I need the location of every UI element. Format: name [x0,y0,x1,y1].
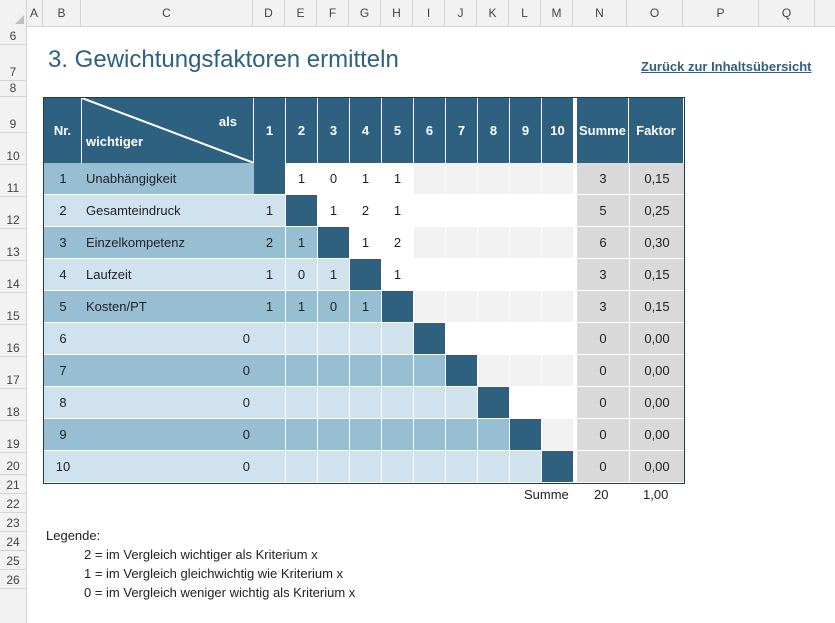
matrix-cell[interactable] [382,291,414,323]
header-criterion-9[interactable]: 9 [510,98,542,163]
row-header-19[interactable]: 19 [0,421,26,453]
row-nr[interactable]: 6 [44,323,82,355]
row-faktor[interactable]: 0,00 [629,323,684,355]
row-name[interactable]: Kosten/PT [82,291,254,323]
matrix-cell[interactable] [254,387,286,419]
row-header-26[interactable]: 26 [0,570,26,589]
row-header-10[interactable]: 10 [0,133,26,165]
row-header-13[interactable]: 13 [0,229,26,261]
header-criterion-6[interactable]: 6 [414,98,446,163]
row-header-9[interactable]: 9 [0,97,26,133]
matrix-cell[interactable]: 1 [254,291,286,323]
row-nr[interactable]: 9 [44,419,82,451]
header-criterion-7[interactable]: 7 [446,98,478,163]
header-summe[interactable]: Summe [574,98,629,163]
column-header-j[interactable]: J [445,0,477,26]
matrix-cell[interactable]: 0 [286,259,318,291]
column-header-c[interactable]: C [81,0,253,26]
header-nr[interactable]: Nr. [44,98,82,163]
header-criterion-2[interactable]: 2 [286,98,318,163]
row-name[interactable]: Laufzeit [82,259,254,291]
matrix-cell[interactable] [510,259,542,291]
matrix-cell[interactable] [510,227,542,259]
matrix-cell[interactable] [510,419,542,451]
row-name[interactable]: 0 [82,323,254,355]
matrix-cell[interactable] [542,195,574,227]
matrix-cell[interactable] [542,259,574,291]
matrix-cell[interactable] [286,451,318,483]
matrix-cell[interactable]: 1 [254,259,286,291]
matrix-cell[interactable] [414,451,446,483]
matrix-cell[interactable] [414,291,446,323]
matrix-cell[interactable] [510,355,542,387]
matrix-cell[interactable] [414,195,446,227]
row-header-8[interactable]: 8 [0,81,26,97]
matrix-cell[interactable] [286,323,318,355]
matrix-cell[interactable] [542,355,574,387]
matrix-cell[interactable]: 1 [254,195,286,227]
row-faktor[interactable]: 0,15 [629,291,684,323]
header-criterion-10[interactable]: 10 [542,98,574,163]
row-header-7[interactable]: 7 [0,45,26,81]
header-criterion-3[interactable]: 3 [318,98,350,163]
column-header-p[interactable]: P [683,0,759,26]
total-faktor: 1,00 [643,487,669,502]
row-summe[interactable]: 0 [574,323,629,355]
row-summe[interactable]: 0 [574,419,629,451]
matrix-cell[interactable]: 1 [286,291,318,323]
weighting-matrix [43,97,685,484]
header-criterion-5[interactable]: 5 [382,98,414,163]
matrix-cell[interactable] [318,387,350,419]
matrix-cell[interactable]: 1 [382,195,414,227]
row-header-6[interactable]: 6 [0,26,26,45]
column-header-n[interactable]: N [573,0,627,26]
row-nr[interactable]: 8 [44,387,82,419]
column-header-k[interactable]: K [477,0,509,26]
matrix-cell[interactable] [286,419,318,451]
row-summe[interactable]: 0 [574,355,629,387]
matrix-cell[interactable] [350,387,382,419]
matrix-cell[interactable] [478,323,510,355]
matrix-cell[interactable]: 1 [318,259,350,291]
row-nr[interactable]: 4 [44,259,82,291]
back-to-toc-link[interactable]: Zurück zur Inhaltsübersicht [641,59,812,74]
matrix-cell[interactable] [254,323,286,355]
row-summe[interactable]: 3 [574,259,629,291]
column-header-f[interactable]: F [317,0,349,26]
row-header-15[interactable]: 15 [0,293,26,325]
matrix-cell[interactable] [414,323,446,355]
header-criterion-1[interactable]: 1 [254,98,286,163]
column-header-i[interactable]: I [413,0,445,26]
matrix-cell[interactable]: 1 [350,291,382,323]
matrix-cell[interactable] [446,323,478,355]
row-header-14[interactable]: 14 [0,261,26,293]
matrix-cell[interactable]: 0 [318,291,350,323]
row-faktor[interactable]: 0,25 [629,195,684,227]
row-faktor[interactable]: 0,30 [629,227,684,259]
matrix-cell[interactable] [446,195,478,227]
row-nr[interactable]: 10 [44,451,82,483]
total-label: Summe [524,487,569,502]
matrix-cell[interactable] [286,355,318,387]
matrix-cell[interactable] [446,419,478,451]
legend-item: 2 = im Vergleich wichtiger als Kriterium x [84,547,318,562]
matrix-cell[interactable] [510,323,542,355]
matrix-cell[interactable] [510,195,542,227]
row-summe[interactable]: 0 [574,451,629,483]
matrix-cell[interactable]: 1 [350,163,382,195]
row-header-22[interactable]: 22 [0,494,26,513]
row-header-16[interactable]: 16 [0,325,26,357]
row-header-17[interactable]: 17 [0,357,26,389]
matrix-cell[interactable] [414,419,446,451]
matrix-cell[interactable] [542,451,574,483]
column-header-b[interactable]: B [43,0,81,26]
matrix-cell[interactable] [254,355,286,387]
row-header-25[interactable]: 25 [0,551,26,570]
matrix-cell[interactable] [286,195,318,227]
matrix-cell[interactable] [382,323,414,355]
row-faktor[interactable]: 0,00 [629,355,684,387]
row-summe[interactable]: 3 [574,163,629,195]
matrix-cell[interactable]: 1 [382,259,414,291]
row-faktor[interactable]: 0,15 [629,163,684,195]
column-header-q[interactable]: Q [759,0,815,26]
column-header-a[interactable]: A [26,0,43,26]
matrix-cell[interactable] [350,451,382,483]
matrix-cell[interactable] [446,259,478,291]
matrix-cell[interactable] [414,227,446,259]
matrix-cell[interactable] [414,387,446,419]
row-faktor[interactable]: 0,00 [629,419,684,451]
matrix-cell[interactable] [478,355,510,387]
column-header-d[interactable]: D [253,0,285,26]
row-summe[interactable]: 5 [574,195,629,227]
column-header-m[interactable]: M [541,0,573,26]
row-name[interactable]: Unabhängigkeit [82,163,254,195]
row-nr[interactable]: 1 [44,163,82,195]
matrix-cell[interactable] [254,451,286,483]
matrix-cell[interactable]: 2 [350,195,382,227]
row-nr[interactable]: 5 [44,291,82,323]
column-header-e[interactable]: E [285,0,317,26]
matrix-cell[interactable] [382,419,414,451]
row-summe[interactable]: 6 [574,227,629,259]
row-name[interactable]: Gesamteindruck [82,195,254,227]
matrix-cell[interactable] [286,387,318,419]
matrix-cell[interactable] [382,355,414,387]
row-nr[interactable]: 3 [44,227,82,259]
matrix-cell[interactable] [478,195,510,227]
row-header-23[interactable]: 23 [0,513,26,532]
matrix-cell[interactable] [414,259,446,291]
matrix-cell[interactable] [414,163,446,195]
row-header-20[interactable]: 20 [0,453,26,475]
matrix-cell[interactable] [318,355,350,387]
matrix-cell[interactable] [542,419,574,451]
matrix-cell[interactable] [318,451,350,483]
row-header-11[interactable]: 11 [0,165,26,197]
row-name[interactable]: 0 [82,451,254,483]
matrix-cell[interactable]: 2 [254,227,286,259]
matrix-cell[interactable] [478,259,510,291]
matrix-cell[interactable] [446,163,478,195]
row-nr[interactable]: 2 [44,195,82,227]
matrix-cell[interactable] [542,323,574,355]
matrix-cell[interactable] [542,227,574,259]
matrix-cell[interactable] [478,419,510,451]
matrix-cell[interactable] [350,323,382,355]
row-header-18[interactable]: 18 [0,389,26,421]
legend-item: 0 = im Vergleich weniger wichtig als Kriterium x [84,585,356,600]
matrix-cell[interactable] [446,451,478,483]
column-header-h[interactable]: H [381,0,413,26]
select-all-corner[interactable] [0,0,27,26]
matrix-cell[interactable] [446,227,478,259]
matrix-cell[interactable]: 1 [318,195,350,227]
matrix-cell[interactable] [254,419,286,451]
column-header-o[interactable]: O [627,0,683,26]
matrix-cell[interactable] [542,291,574,323]
header-criterion-4[interactable]: 4 [350,98,382,163]
matrix-cell[interactable] [350,355,382,387]
matrix-cell[interactable] [382,451,414,483]
matrix-cell[interactable] [478,387,510,419]
matrix-cell[interactable] [510,451,542,483]
row-header-21[interactable]: 21 [0,475,26,494]
row-name[interactable]: Einzelkompetenz [82,227,254,259]
row-faktor[interactable]: 0,00 [629,387,684,419]
matrix-cell[interactable]: 1 [286,163,318,195]
row-faktor[interactable]: 0,00 [629,451,684,483]
matrix-cell[interactable] [478,291,510,323]
row-faktor[interactable]: 0,15 [629,259,684,291]
diagonal-line [82,98,254,163]
page-title: 3. Gewichtungsfaktoren ermitteln [48,46,399,73]
header-faktor[interactable]: Faktor [629,98,684,163]
column-header-g[interactable]: G [349,0,381,26]
matrix-cell[interactable] [446,291,478,323]
row-name[interactable]: 0 [82,419,254,451]
matrix-cell[interactable] [254,163,286,195]
matrix-cell[interactable] [478,163,510,195]
matrix-cell[interactable] [478,451,510,483]
matrix-cell[interactable] [350,419,382,451]
legend-title: Legende: [46,528,101,543]
header-diag-top: als [218,114,237,129]
matrix-cell[interactable] [510,387,542,419]
legend-item: 1 = im Vergleich gleichwichtig wie Kriterium x [84,566,344,581]
row-name[interactable]: 0 [82,355,254,387]
matrix-cell[interactable] [542,387,574,419]
row-name[interactable]: 0 [82,387,254,419]
matrix-cell[interactable] [318,323,350,355]
matrix-cell[interactable] [446,355,478,387]
matrix-cell[interactable]: 2 [382,227,414,259]
matrix-cell[interactable]: 1 [286,227,318,259]
matrix-cell[interactable] [510,291,542,323]
row-summe[interactable]: 3 [574,291,629,323]
matrix-cell[interactable] [414,355,446,387]
matrix-cell[interactable] [446,387,478,419]
row-header-24[interactable]: 24 [0,532,26,551]
matrix-cell[interactable] [318,419,350,451]
header-diag-bottom: wichtiger [86,134,144,149]
matrix-cell[interactable]: 1 [382,163,414,195]
row-summe[interactable]: 0 [574,387,629,419]
matrix-cell[interactable] [350,259,382,291]
matrix-cell[interactable]: 0 [318,163,350,195]
matrix-cell[interactable]: 1 [350,227,382,259]
matrix-cell[interactable] [478,227,510,259]
matrix-cell[interactable] [318,227,350,259]
column-header-l[interactable]: L [509,0,541,26]
total-summe: 20 [594,487,609,502]
header-diagonal[interactable] [82,98,254,163]
matrix-cell[interactable] [382,387,414,419]
matrix-cell[interactable] [542,163,574,195]
row-nr[interactable]: 7 [44,355,82,387]
row-header-12[interactable]: 12 [0,197,26,229]
matrix-cell[interactable] [510,163,542,195]
header-criterion-8[interactable]: 8 [478,98,510,163]
legend [46,526,355,602]
